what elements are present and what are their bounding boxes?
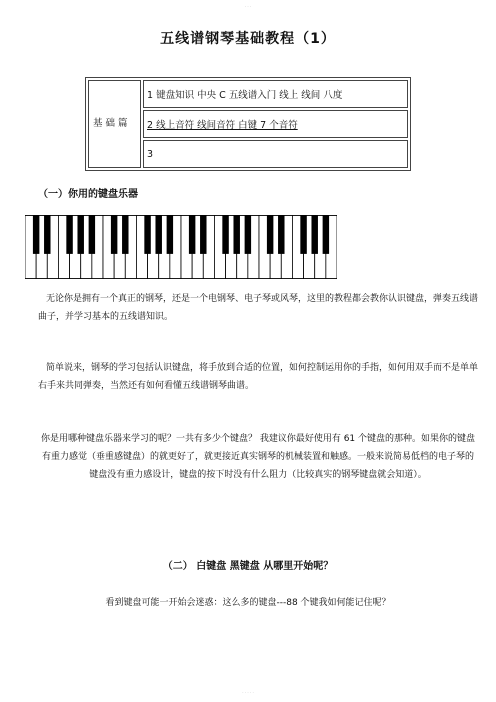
black-key <box>300 216 306 254</box>
black-key <box>167 216 173 254</box>
document-title: 五线谱钢琴基础教程（1） <box>160 31 336 47</box>
section2-heading: （二） 白键盘 黑键盘 从哪里开始呢？ <box>162 561 334 572</box>
black-key <box>189 216 195 254</box>
black-key <box>311 216 317 254</box>
black-key <box>155 216 161 254</box>
toc-table <box>85 77 411 171</box>
black-key <box>144 216 150 254</box>
black-key <box>267 216 273 254</box>
black-key <box>33 216 39 254</box>
section1-heading: （一）你用的键盘乐器 <box>38 189 138 200</box>
black-key <box>44 216 50 254</box>
black-key <box>111 216 117 254</box>
header-mark: · · · <box>244 4 252 9</box>
toc-row-3: 3 <box>143 140 408 168</box>
toc-category: 基 础 篇 <box>88 80 141 168</box>
section2-paragraph-1: 看到键盘可能一开始会迷惑：这么多的键盘---88 个键我如何能记住呢？ <box>105 598 391 608</box>
black-key <box>323 216 329 254</box>
black-key <box>122 216 128 254</box>
black-key <box>66 216 72 254</box>
footer-mark: · · · · · <box>242 690 254 695</box>
black-key <box>89 216 95 254</box>
toc-row-1: 1 键盘知识 中央 C 五线谱入门 线上 线间 八度 <box>143 80 408 108</box>
black-key <box>77 216 83 254</box>
black-key <box>233 216 239 254</box>
black-key <box>200 216 206 254</box>
black-key <box>278 216 284 254</box>
toc-row-2: 2 线上音符 线间音符 白键 7 个音符 <box>143 110 408 138</box>
section1-paragraph-1: 无论你是拥有一个真正的钢琴，还是一个电钢琴、电子琴或风琴，这里的教程都会教你认识键盘，弹奏五线谱曲子，并学习基本的五线谱知识。 <box>38 294 479 322</box>
black-key <box>222 216 228 254</box>
piano-keyboard-illustration <box>25 215 337 279</box>
black-key <box>245 216 251 254</box>
section1-paragraph-2: 简单说来，钢琴的学习包括认识键盘，将手放到合适的位置，如何控制运用你的手指，如何用双手而不是单单右手来共同弹奏，当然还有如何看懂五线谱钢琴曲谱。 <box>38 363 479 391</box>
section1-paragraph-3: 你是用哪种键盘乐器来学习的呢？一共有多少个键盘？ 我建议你最好使用有 61 个键盘的那种。如果你的键盘有重力感觉（垂重感键盘）的就更好了，就更接近真实钢琴的机械装置和触感。一般来说简易低档的电子琴的键盘没有重力感设计，键盘的按下时没有什么阻力（比较真实的钢琴键盘就会知道）。 <box>40 434 476 480</box>
